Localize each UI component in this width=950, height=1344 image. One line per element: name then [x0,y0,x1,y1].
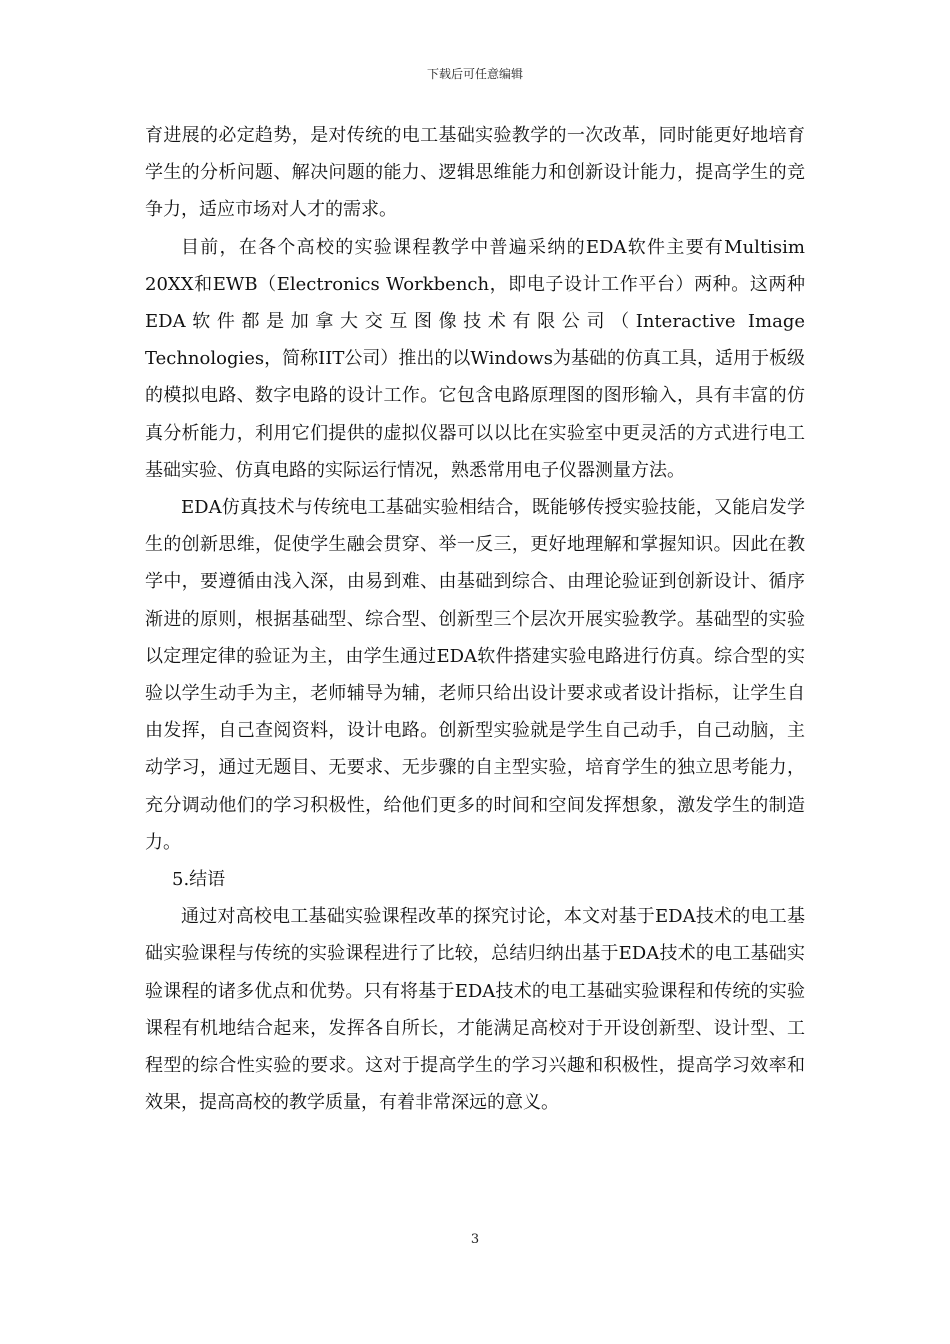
page-header: 下载后可任意编辑 [426,67,523,81]
document-body [145,117,805,1121]
section-heading-conclusion: 5.结语 [172,869,226,891]
paragraph-eda-teaching: EDA仿真技术与传统电工基础实验相结合，既能够传授实验技能，又能启发学生的创新思维，促使学生融会贯穿、举一反三，更好地理解和掌握知识。因此在教学中，要遵循由浅入深，由易到难、由基础到综合、由理论验证到创新设计、循序渐进的原则，根据基础型、综合型、创新型三个层次开展实验教学。基础型的实验以定理定律的验证为主，由学生通过EDA软件搭建实验电路进行仿真。综合型的实验以学生动手为主，老师辅导为辅，老师只给出设计要求或者设计指标，让学生自由发挥，自己查阅资料，设计电路。创新型实验就是学生自己动手，自己动脑，主动学习，通过无题目、无要求、无步骤的自主型实验，培育学生的独立思考能力，充分调动他们的学习积极性，给他们更多的时间和空间发挥想象，激发学生的制造力。 [145,497,805,853]
paragraph-continuation: 育进展的必定趋势，是对传统的电工基础实验教学的一次改革，同时能更好地培育学生的分析问题、解决问题的能力、逻辑思维能力和创新设计能力，提高学生的竞争力，适应市场对人才的需求。 [145,125,805,221]
paragraph-conclusion: 通过对高校电工基础实验课程改革的探究讨论，本文对基于EDA技术的电工基础实验课程与传统的实验课程进行了比较，总结归纳出基于EDA技术的电工基础实验课程的诸多优点和优势。只有将基于EDA技术的电工基础实验课程和传统的实验课程有机地结合起来，发挥各自所长，才能满足高校对于开设创新型、设计型、工程型的综合性实验的要求。这对于提高学生的学习兴趣和积极性，提高学习效率和效果，提高高校的教学质量，有着非常深远的意义。 [145,906,805,1114]
paragraph-eda-software: 目前，在各个高校的实验课程教学中普遍采纳的EDA软件主要有Multisim 20XX和EWB（Electronics Workbench，即电子设计工作平台）两种。这两种EDA软件都是加拿大交互图像技术有限公司（Interactive Image Technologies，简称IIT公司）推出的以Windows为基础的仿真工具，适用于板级的模拟电路、数字电路的设计工作。它包含电路原理图的图形输入，具有丰富的仿真分析能力，利用它们提供的虚拟仪器可以以比在实验室中更灵活的方式进行电工基础实验、仿真电路的实际运行情况，熟悉常用电子仪器测量方法。 [145,236,805,481]
page-number: 3 [470,1232,480,1247]
